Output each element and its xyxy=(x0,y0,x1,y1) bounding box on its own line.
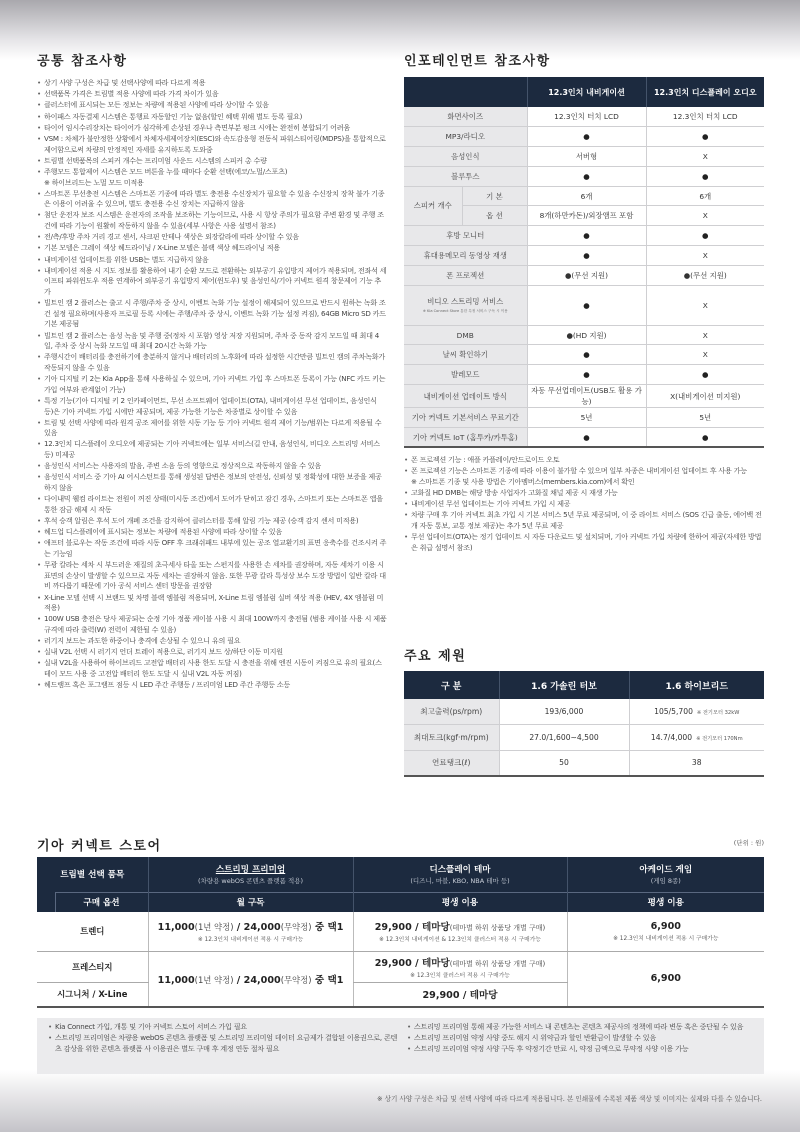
list-item: • 기본 모델은 그레이 색상 헤드라이닝 / X-Line 모델은 블랙 색상 헤드라이닝 적용 xyxy=(37,243,387,254)
unit-label: (단위 : 원) xyxy=(733,839,764,847)
list-item: • 상기 사양 구성은 차급 및 선택사양에 따라 다르게 적용 xyxy=(37,78,387,89)
store-table xyxy=(37,857,764,1008)
store-notes-left xyxy=(48,1022,398,1055)
table-header-row: 구매 옵션 월 구독 평생 이용 평생 이용 xyxy=(37,892,764,912)
list-item: • 무광 칼라는 세차 시 부드러운 재질의 초극세사 타올 또는 스펀지를 사용한 손 세차를 권장하며, 자동 세차기 이용 시 표면의 손상이 발생할 수 있으므로 자동 세차는 권장하지 않음. 또한 무광 칼라 특성상 보수 도장 방법이 일반 칼라 대비 까다롭기 때문에 기아 공식 서비스 센터 방문을 권장함 xyxy=(37,560,387,592)
list-item: • 후석 승객 알림은 후석 도어 개폐 조건을 감지하여 클러스터를 통해 알림 기능 제공 (승객 감지 센서 미적용) xyxy=(37,516,387,527)
list-item: • 12.3인치 디스플레이 오디오에 제공되는 기아 커넥트에는 일부 서비스(길 안내, 음성인식, 비디오 스트리밍 서비스 등) 미제공 xyxy=(37,439,387,460)
list-item: • 다이내믹 웰컴 라이트는 전원이 꺼진 상태(미시동 조건)에서 도어가 닫히고 잠긴 경우, 스마트키 또는 스마트폰 앱을 통한 잠금 해제 시 작동 xyxy=(37,494,387,515)
list-item: • 빌트인 캠 2 플러스는 출고 시 주행/주차 중 상시, 이벤트 녹화 기능 설정이 해제되어 있으므로 반드시 원하는 녹화 조건 설정 필요하며(사용자 프로필 등록 시에는 주행/주차 중 상시, 이벤트 녹화 기능 설정 켜짐), 64GB Micro SD 카드 기본 제공됨 xyxy=(37,298,387,330)
infotainment-table xyxy=(404,77,764,448)
list-item: • 클러스터에 표시되는 모든 정보는 차량에 적용된 사양에 따라 상이할 수 있음 xyxy=(37,100,387,111)
common-notes-list xyxy=(37,78,387,691)
table-header-row xyxy=(404,77,764,107)
table-row: 스피커 개수 기 본 6개 6개 xyxy=(404,186,764,206)
row-footnote: ※ Kia Connect Store 통한 특정 서비스 구독 시 이용 xyxy=(422,309,508,314)
table-row: MP3/라디오 ● ● xyxy=(404,127,764,147)
list-item: • 고화질 HD DMB는 해당 방송 사업자가 고화질 채널 제공 시 재생 가능 xyxy=(404,488,764,499)
list-item: • 폰 프로젝션 기능은 스마트폰 기종에 따라 이용이 불가할 수 있으며 일부 차종은 내비게이션 업데이트 후 사용 가능 xyxy=(404,466,764,477)
footer-disclaimer: ※ 상기 사양 구성은 차급 및 선택 사양에 따라 다르게 적용됩니다. 본 인쇄물에 수록된 제품 색상 및 이미지는 실제와 다를 수 있습니다. xyxy=(377,1095,762,1103)
list-item: • 애프터 블로우는 작동 조건에 따라 시동 OFF 후 크래쉬패드 내부에 있는 공조 열교환기의 표면 응축수를 건조시켜 주는 기능임 xyxy=(37,538,387,559)
table-row: 연료탱크(ℓ) 50 38 xyxy=(404,750,764,776)
common-notes-title: 공통 참조사항 xyxy=(37,54,128,69)
list-item: • 주행모드 통합제어 시스템은 모드 버튼을 누를 때마다 순환 선택(에코/노멀/스포츠) xyxy=(37,167,387,178)
store-notes-right xyxy=(407,1022,757,1056)
table-row-prestige: 프레스티지 11,000(1년 약정) / 24,000(무약정) 중 택1 29,900 / 테마당(테마별 하위 상품당 개별 구매) ※ 12.3인치 클러스터 적용 시 구매가능 6,900 xyxy=(37,951,764,982)
table-row: 최고출력(ps/rpm) 193/6,000 105/5,700 ※ 전기모터 32kW xyxy=(404,699,764,725)
list-item: • 실내 V2L을 사용하여 하이브리드 고전압 배터리 사용 한도 도달 시 충전을 위해 엔진 시동이 켜짐으로 유의 필요(스테이 모드 사용 중 고전압 배터리 한도 도달 시 실내 V2L 자동 꺼짐) xyxy=(37,658,387,679)
table-row: 내비게이션 업데이트 방식 자동 무선업데이트(USB도 활용 가능) X(내비게이션 미지원) xyxy=(404,385,764,408)
list-item: • Kia Connect 가입, 개통 및 기아 커넥트 스토어 서비스 가입 필요 xyxy=(48,1022,398,1033)
list-item: • 기아 디지털 키 2는 Kia App을 통해 사용하실 수 있으며, 기아 커넥트 가입 후 스마트폰 등록이 가능 (NFC 카드 키는 가입 여부와 관계없이 가능) xyxy=(37,374,387,395)
table-header-cell: 12.3인치 디스플레이 오디오 xyxy=(646,77,764,107)
list-item: • 스트리밍 프리미엄 약정 사양 중도 해지 시 위약금과 할인 반환금이 발생할 수 있음 xyxy=(407,1033,757,1044)
table-row-signature: 시그니처 / X-Line 29,900 / 테마당 xyxy=(37,982,764,1007)
list-item: • 하이패스 자동결제 시스템은 통행료 자동할인 기능 없음(할인 혜택 위해 별도 등록 필요) xyxy=(37,112,387,123)
store-title: 기아 커넥트 스토어 xyxy=(37,839,162,854)
list-item: • X-Line 모델 선택 시 브랜드 및 차명 블랙 엠블럼 적용되며, X-Line 트림 엠블럼 실버 색상 적용 (HEV, 4X 엠블럼 미적용) xyxy=(37,593,387,614)
table-row: 기아 커넥트 기본서비스 무료기간 5년 5년 xyxy=(404,408,764,428)
table-row: 폰 프로젝션 ●(무선 지원) ●(무선 지원) xyxy=(404,265,764,285)
list-item-note: ※ 스마트폰 기종 및 사용 방법은 기아멤버스(members.kia.com)에서 확인 xyxy=(411,476,635,486)
list-item: • 무선 업데이트(OTA)는 정기 업데이트 시 자동 다운로드 및 설치되며, 기아 커넥트 가입 차량에 한하여 제공(자세한 방법은 취급 설명서 참조) xyxy=(404,532,764,553)
table-row: 날씨 확인하기 ● X xyxy=(404,345,764,365)
table-header-cell xyxy=(404,77,527,107)
list-item: • 트림 및 선택 사양에 따라 원격 공조 제어를 위한 시동 기능 등 기아 커넥트 원격 제어 기능/범위는 다르게 적용될 수 있음 xyxy=(37,418,387,439)
infotainment-title: 인포테인먼트 참조사항 xyxy=(404,54,551,69)
table-row: 비디오 스트리밍 서비스 ※ Kia Connect Store 통한 특정 서비스 구독 시 이용 ● X xyxy=(404,285,764,325)
table-header-row: 구 분 1.6 가솔린 터보 1.6 하이브리드 xyxy=(404,671,764,699)
table-row: 음성인식 서버형 X xyxy=(404,147,764,167)
table-row: 옵 션 8개(하만카돈)/외장앰프 포함 X xyxy=(404,206,764,226)
list-item: • VSM : 차체가 불안정한 상황에서 차체자세제어장치(ESC)와 속도감응형 전동식 파워스티어링(MDPS)을 통합적으로 제어함으로써 차량의 안정적인 자세를 유지하도록 도와줌 xyxy=(37,134,387,155)
table-header-cell: 12.3인치 내비게이션 xyxy=(527,77,646,107)
table-row: DMB ●(HD 지원) X xyxy=(404,325,764,345)
list-item: • 주행시간이 배터리를 충전하기에 충분하지 않거나 배터리의 노후화에 따라 설정한 시간만큼 빌트인 캠의 주차녹화가 작동되지 않을 수 있음 xyxy=(37,352,387,373)
list-item: • 러기지 보드는 과도한 하중이나 충격에 손상될 수 있으니 유의 필요 xyxy=(37,636,387,647)
list-item: • 음성인식 서비스 중 기아 AI 어시스턴트를 통해 생성된 답변은 정보의 안전성, 신뢰성 및 정확성에 대한 보증을 제공하지 않음 xyxy=(37,472,387,493)
specs-title: 주요 제원 xyxy=(404,649,467,664)
infotainment-notes-list xyxy=(404,455,764,554)
list-item: • 음성인식 서비스는 사용자의 발음, 주변 소음 등의 영향으로 정상적으로 작동하지 않을 수 있음 xyxy=(37,461,387,472)
list-item-note: ※ 하이브리드는 노멀 모드 미적용 xyxy=(44,177,144,187)
table-row-trendy: 트렌디 11,000(1년 약정) / 24,000(무약정) 중 택1 ※ 12.3인치 내비게이션 적용 시 구매가능 29,900 / 테마당(테마별 하위 상품당 개별 구매) ※ 12.3인치 내비게이션 & 12.3인치 클러스터 적용 시 구매가능 6,900 ※ 12.3인치 내비게이션 적용 시 구매가능 xyxy=(37,912,764,951)
list-item: • 100W USB 충전은 당사 제공되는 순정 기아 정품 케이블 사용 시 최대 100W까지 충전됨 (범용 케이블 사용 시 제품 규격에 따라 출력(W) 전력이 제한될 수 있음) xyxy=(37,614,387,635)
list-item: • 타이어 임시수리장치는 타이어가 심각하게 손상된 경우나 측면부분 펑크 시에는 완전히 봉합되기 어려움 xyxy=(37,123,387,134)
list-item: • 헤드램프 혹은 포그램프 점등 시 LED 주간 주행등 / 프리미엄 LED 주간 주행등 소등 xyxy=(37,680,387,691)
list-item: • 실내 V2L 선택 시 러기지 언더 트레이 적용으로, 러기지 보드 상/하단 이동 미지원 xyxy=(37,647,387,658)
row-label: 비디오 스트리밍 서비스 xyxy=(427,297,504,307)
list-item: • 헤드업 디스플레이에 표시되는 정보는 차량에 적용된 사양에 따라 상이할 수 있음 xyxy=(37,527,387,538)
list-item: • 전/측/후방 주차 거리 경고 센서, 샤크핀 안테나 색상은 외장칼라에 따라 상이할 수 있음 xyxy=(37,232,387,243)
list-item: • 스트리밍 프리미엄 통해 제공 가능한 서비스 내 콘텐츠는 콘텐츠 제공사의 정책에 따라 변동 혹은 중단될 수 있음 xyxy=(407,1022,757,1033)
list-item: • 빌트인 캠 2 플러스는 음성 녹음 및 주행 중(정차 시 포함) 영상 저장 지원되며, 주차 중 동작 감지 모드일 때 최대 4일, 주차 중 상시 녹화 모드일 때 최대 20시간 녹화 가능 xyxy=(37,331,387,352)
list-item: • 특정 기능(기아 디지털 키 2 인카페이먼트, 무선 소프트웨어 업데이트(OTA), 내비게이션 무선 업데이트, 음성인식 등)은 기아 커넥트 가입 시에만 제공되며, 제공 가능한 기능은 차종별로 상이할 수 있음 xyxy=(37,396,387,417)
list-item: • 트림별 선택품목의 스피커 개수는 프리미엄 사운드 시스템의 스피커 총 수량 xyxy=(37,156,387,167)
table-row: 후방 모니터 ● ● xyxy=(404,226,764,246)
list-item: • 스트리밍 프리미엄 약정 사양 구독 후 약정기간 만료 시, 약정 금액으로 무약정 사양 이용 가능 xyxy=(407,1044,757,1055)
specs-table xyxy=(404,671,764,777)
list-item: • 차량 구매 후 기아 커넥트 최초 가입 시 기본 서비스 5년 무료 제공되며, 이 중 라이트 서비스 (SOS 긴급 출동, 에어백 전개 자동 통보, 교통 정보 제공)는 추가 5년 무료 제공 xyxy=(404,510,764,531)
list-item: • 선택품목 가격은 트림별 적용 사양에 따라 가격 차이가 있음 xyxy=(37,89,387,100)
list-item: • 내비게이션 업데이트를 위한 USB는 별도 지급하지 않음 xyxy=(37,255,387,266)
list-item: • 첨단 운전자 보조 시스템은 운전자의 조작을 보조하는 기능이므로, 사용 시 항상 주의가 필요함 주변 환경 및 주행 조건에 따라 기능이 원활히 작동하지 않을 수 있음(세부 사항은 사용 설명서 참조) xyxy=(37,210,387,231)
table-row: 휴대용메모리 동영상 재생 ● X xyxy=(404,246,764,266)
table-row: 최대토크(kgf·m/rpm) 27.0/1,600~4,500 14.7/4,000 ※ 전기모터 170Nm xyxy=(404,725,764,751)
list-item: • 스트리밍 프리미엄은 차량용 webOS 콘텐츠 플랫폼 및 스트리밍 프리미엄 데이터 요금제가 결합된 이용권으로, 콘텐츠 감상을 위한 콘텐츠 플랫폼 사 이용권은 별도 구매 후 계정 연동 절차 필요 xyxy=(48,1033,398,1054)
list-item: • 내비게이션 적용 시 지도 정보를 활용하여 내기 순환 모드로 전환하는 외부공기 유입방지 제어가 적용되며, 전좌석 세이프티 파워윈도우 적용 연계하여 외부공기 유입방지 제어(윈도우) 및 음성인식/기아 커넥트 원격 창문제어 기능 추가 xyxy=(37,266,387,298)
list-item: • 폰 프로젝션 기능 : 애플 카플레이/안드로이드 오토 xyxy=(404,455,764,466)
list-item: • 스마트폰 무선충전 시스템은 스마트폰 기종에 따라 별도 충전용 수신장치가 필요할 수 있음 수신장치 장착 불가 기종은 이용이 어려울 수 있으며, 별도 충전용 수신 장치는 지급하지 않음 xyxy=(37,189,387,210)
table-row: 발레모드 ● ● xyxy=(404,365,764,385)
list-item: • 내비게이션 무선 업데이트는 기아 커넥트 가입 시 제공 xyxy=(404,499,764,510)
table-header-row: 트림별 선택 품목 스트리밍 프리미엄 (차량용 webOS 콘텐츠 플랫폼 적용) 디스플레이 테마 (디즈니, 마블, KBO, NBA 테마 등) 아케이드 게임 (게임 8종) xyxy=(37,857,764,892)
table-row: 화면사이즈 12.3인치 터치 LCD 12.3인치 터치 LCD xyxy=(404,107,764,127)
table-row: 블루투스 ● ● xyxy=(404,166,764,186)
table-row: 기아 커넥트 IoT (홈투카/카투홈) ● ● xyxy=(404,427,764,447)
